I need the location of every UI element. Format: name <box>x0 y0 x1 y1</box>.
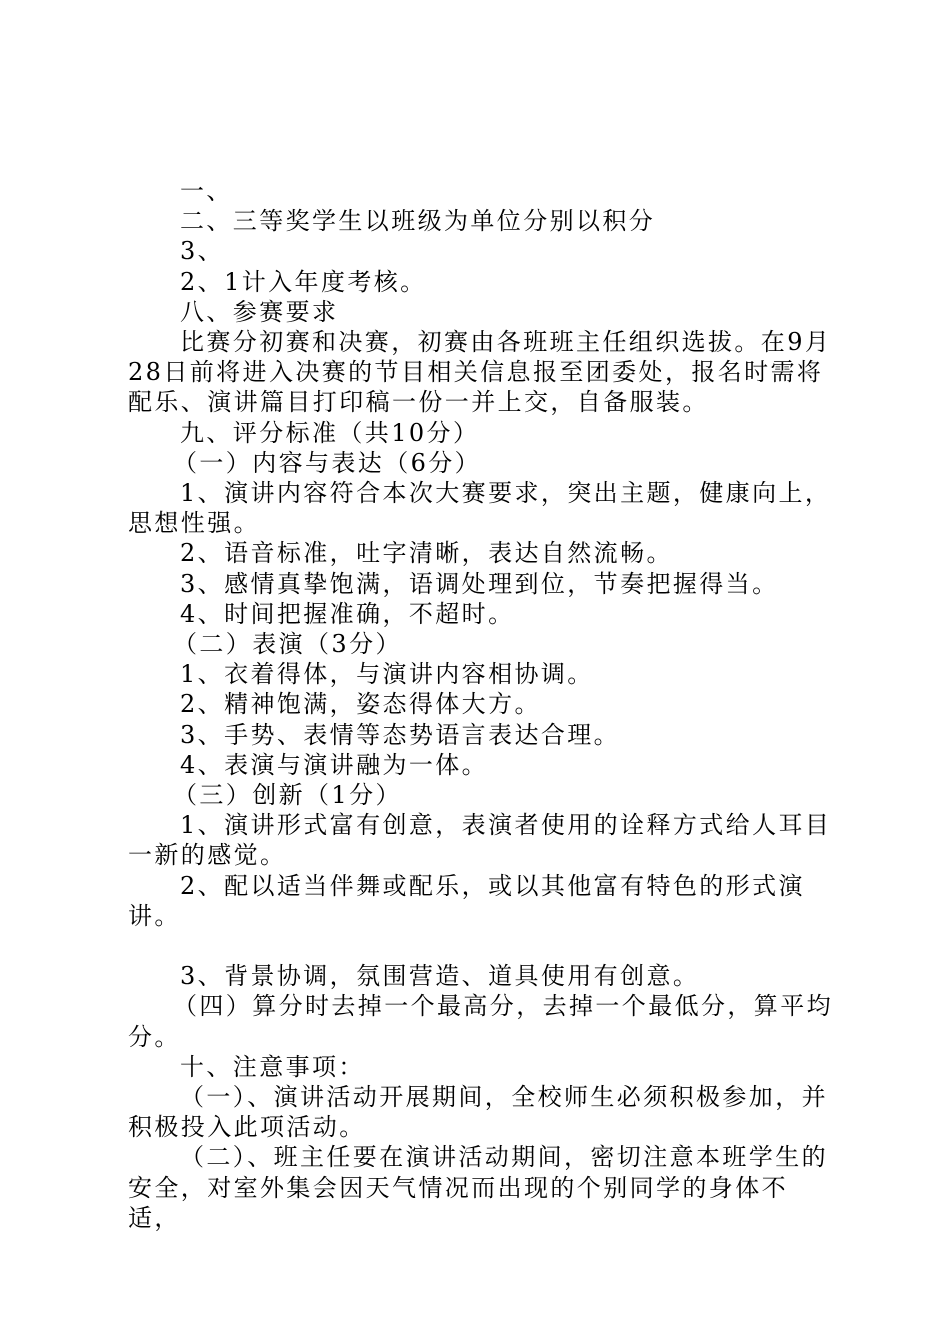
paragraph-item-1: 一、 <box>180 177 233 205</box>
paragraph-competition-rules: 比赛分初赛和决赛，初赛由各班班主任组织选拔。在9月28日前将进入决赛的节目相关信息报至团委处，报名时需将配乐、演讲篇目打印稿一份一并上交，自备服装。 <box>128 328 832 417</box>
subheading-score-calculation: （四）算分时去掉一个最高分，去掉一个最低分，算平均分。 <box>128 992 833 1051</box>
section-heading-requirements: 八、参赛要求 <box>180 297 339 326</box>
section-heading-scoring: 九、评分标准（共10分） <box>180 418 480 447</box>
subheading-content-expression: （一）内容与表达（6分） <box>173 448 482 477</box>
subheading-innovation: （三）创新（1分） <box>173 781 402 810</box>
scoring-item-content-4: 4、时间把握准确，不超时。 <box>180 599 515 628</box>
scoring-item-content-1: 1、演讲内容符合本次大赛要求，突出主题，健康向上，思想性强。 <box>128 479 832 538</box>
scoring-item-performance-4: 4、表演与演讲融为一体。 <box>180 750 489 779</box>
paragraph-item-3: 3、 <box>180 237 225 266</box>
scoring-item-performance-2: 2、精神饱满，姿态得体大方。 <box>180 690 541 719</box>
notes-item-2: （二）、班主任要在演讲活动期间，密切注意本班学生的安全，对室外集会因天气情况而出现的个别同学的身体不适， <box>128 1143 828 1232</box>
paragraph-item-4: 2、1计入年度考核。 <box>180 267 427 296</box>
notes-item-1: （一）、演讲活动开展期间，全校师生必须积极参加，并积极投入此项活动。 <box>128 1083 828 1142</box>
scoring-item-content-3: 3、感情真挚饱满，语调处理到位，节奏把握得当。 <box>180 569 779 598</box>
document-body <box>128 176 834 1233</box>
scoring-item-innovation-2: 2、配以适当伴舞或配乐，或以其他富有特色的形式演讲。 <box>128 871 805 930</box>
paragraph-spacer <box>128 931 834 961</box>
subheading-performance: （二）表演（3分） <box>173 630 402 659</box>
scoring-item-performance-3: 3、手势、表情等态势语言表达合理。 <box>180 720 621 749</box>
scoring-item-content-2: 2、语音标准，吐字清晰，表达自然流畅。 <box>180 539 673 568</box>
paragraph-item-2: 二、三等奖学生以班级为单位分别以积分 <box>180 207 656 236</box>
scoring-item-innovation-1: 1、演讲形式富有创意，表演者使用的诠释方式给人耳目一新的感觉。 <box>128 811 832 870</box>
section-heading-notes: 十、注意事项： <box>180 1052 365 1081</box>
scoring-item-innovation-3: 3、背景协调，氛围营造、道具使用有创意。 <box>180 962 700 991</box>
scoring-item-performance-1: 1、衣着得体，与演讲内容相协调。 <box>180 660 594 689</box>
